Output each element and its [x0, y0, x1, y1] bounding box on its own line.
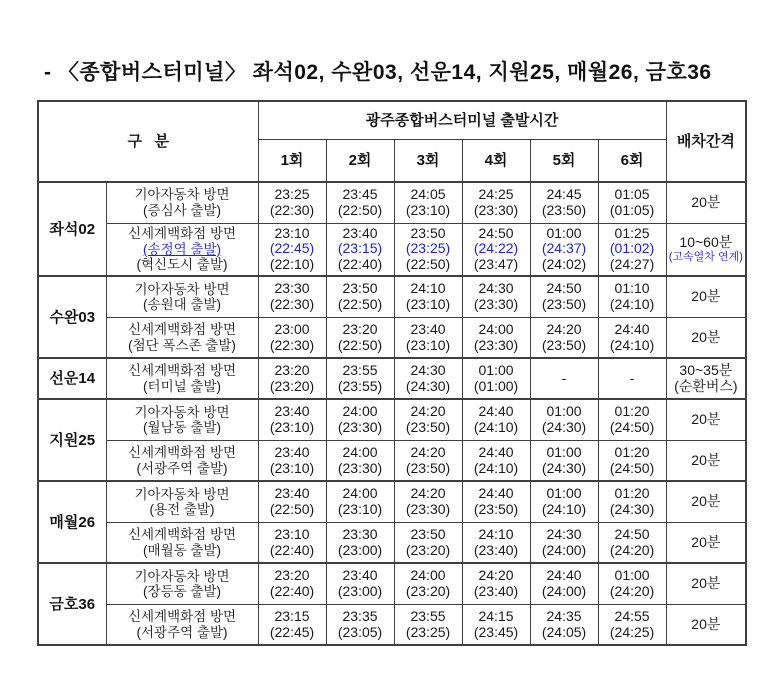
route-label: 좌석02	[38, 182, 106, 276]
cell-text-line: 24:40	[478, 403, 514, 420]
cell-text-line: (24:20)	[609, 541, 655, 558]
cell-text-line: (23:00)	[337, 541, 383, 558]
departure-time-cell	[394, 358, 462, 399]
departure-time-cell	[326, 563, 394, 604]
cell-text-line: (22:30)	[269, 336, 315, 353]
cell-text-line: 24:50	[478, 224, 514, 241]
cell-text-line: 01:10	[614, 280, 650, 297]
cell-text-line: 23:25	[274, 185, 310, 202]
departure-time-cell	[326, 399, 394, 440]
departure-time-cell	[598, 317, 666, 358]
departure-time-cell	[258, 182, 326, 223]
direction-cell	[106, 182, 258, 223]
cell-text-line: (23:50)	[541, 336, 587, 353]
departure-time-cell	[394, 604, 462, 645]
cell-text-line: 24:55	[614, 607, 650, 624]
departure-time-cell	[394, 182, 462, 223]
departure-time-cell	[598, 223, 666, 276]
table-row	[38, 604, 746, 645]
cell-text-line: (순환버스)	[674, 377, 738, 394]
cell-text-line: 23:30	[274, 280, 310, 297]
cell-text-line: (서광주역 출발)	[136, 460, 228, 476]
cell-text-line: (23:30)	[473, 336, 519, 353]
departure-time-cell	[462, 223, 530, 276]
cell-text-line: (01:00)	[473, 377, 519, 394]
cell-text-line: (매월동 출발)	[143, 542, 221, 558]
cell-text-line: 01:05	[614, 185, 650, 202]
cell-text-line: 23:45	[342, 185, 378, 202]
cell-text-line: 01:00	[614, 567, 650, 584]
cell-text-line: 24:45	[546, 185, 582, 202]
cell-text-line: 24:20	[410, 443, 446, 460]
cell-text-line: 01:00	[546, 403, 582, 420]
cell-text-line: 24:05	[410, 185, 446, 202]
departure-time-cell	[394, 481, 462, 522]
cell-text-line: 01:00	[546, 224, 582, 241]
direction-cell	[106, 276, 258, 317]
table-row	[38, 440, 746, 481]
departure-time-cell	[530, 604, 598, 645]
timetable-body	[38, 182, 746, 645]
departure-time-cell	[530, 563, 598, 604]
cell-text-line: (23:30)	[337, 419, 383, 436]
departure-time-cell	[258, 522, 326, 563]
cell-text-line: 23:50	[410, 525, 446, 542]
departure-time-cell	[258, 276, 326, 317]
departure-time-cell	[326, 223, 394, 276]
interval-cell	[666, 223, 746, 276]
cell-text-line: 24:00	[478, 320, 514, 337]
departure-time-cell	[462, 358, 530, 399]
direction-cell	[106, 440, 258, 481]
route-label: 지원25	[38, 399, 106, 481]
cell-text-line: (24:05)	[541, 623, 587, 640]
departure-time-cell	[462, 276, 530, 317]
cell-text-line: (22:50)	[337, 336, 383, 353]
cell-text-line: 01:25	[614, 224, 650, 241]
cell-text-line: (23:30)	[473, 296, 519, 313]
cell-text-line: 01:20	[614, 485, 650, 502]
cell-text-line: 20분	[691, 533, 721, 550]
cell-text-line: (23:50)	[405, 459, 451, 476]
cell-text-line: (증심사 출발)	[143, 202, 221, 218]
cell-text-line: 01:20	[614, 443, 650, 460]
cell-text-line: 20분	[691, 411, 721, 428]
header-trip-1: 1회	[258, 139, 326, 182]
departure-time-cell	[530, 481, 598, 522]
departure-time-cell	[394, 399, 462, 440]
cell-text-line: (23:10)	[405, 201, 451, 218]
cell-text-line: (24:10)	[541, 501, 587, 518]
cell-text-line: (22:50)	[405, 256, 451, 273]
cell-text-line: (23:10)	[337, 501, 383, 518]
cell-text-line: 24:00	[342, 443, 378, 460]
direction-cell	[106, 563, 258, 604]
cell-text-line: (22:40)	[337, 256, 383, 273]
cell-text-line: 23:40	[274, 485, 310, 502]
page-title: - 〈종합버스터미널〉 좌석02, 수완03, 선운14, 지원25, 매월26, 금호36	[44, 61, 712, 84]
departure-time-cell	[598, 182, 666, 223]
departure-time-cell	[394, 276, 462, 317]
departure-time-cell	[326, 276, 394, 317]
cell-text-line: 01:00	[478, 361, 514, 378]
cell-text-line: (23:30)	[473, 201, 519, 218]
departure-time-cell	[462, 440, 530, 481]
direction-cell	[106, 604, 258, 645]
route-label: 매월26	[38, 481, 106, 563]
cell-text-line: (23:30)	[405, 501, 451, 518]
bus-timetable	[37, 100, 747, 646]
cell-text-line: 23:55	[410, 607, 446, 624]
cell-text-line: 신세계백화점 방면	[127, 363, 237, 379]
cell-text-line: 24:00	[410, 567, 446, 584]
cell-text-line: (송원대 출발)	[143, 297, 221, 313]
cell-text-line: 24:30	[546, 525, 582, 542]
interval-cell	[666, 522, 746, 563]
departure-time-cell	[326, 440, 394, 481]
cell-text-line: 01:00	[546, 485, 582, 502]
cell-text-line: 23:20	[342, 320, 378, 337]
departure-time-cell	[326, 317, 394, 358]
departure-time-cell	[462, 182, 530, 223]
table-row	[38, 522, 746, 563]
departure-time-cell	[326, 182, 394, 223]
cell-text-line: (24:30)	[609, 501, 655, 518]
cell-text-line: (용전 출발)	[149, 502, 215, 518]
departure-time-cell	[258, 481, 326, 522]
cell-text-line: (24:27)	[609, 256, 655, 273]
header-trip-4: 4회	[462, 139, 530, 182]
direction-cell	[106, 317, 258, 358]
cell-text-line: 01:00	[546, 443, 582, 460]
cell-text-line: 24:15	[478, 607, 514, 624]
cell-text-line: (24:02)	[541, 256, 587, 273]
departure-time-cell	[530, 399, 598, 440]
departure-time-cell	[530, 317, 598, 358]
cell-text-line: (23:10)	[269, 459, 315, 476]
departure-time-cell	[598, 604, 666, 645]
interval-cell	[666, 563, 746, 604]
cell-text-line: 24:50	[614, 525, 650, 542]
table-row	[38, 317, 746, 358]
cell-text-line: (23:20)	[405, 541, 451, 558]
cell-text-line: 24:20	[478, 567, 514, 584]
cell-text-line: (22:40)	[269, 583, 315, 600]
interval-cell	[666, 182, 746, 223]
departure-time-cell	[326, 358, 394, 399]
cell-text-line: 24:20	[410, 485, 446, 502]
header-category: 구 분	[38, 101, 258, 182]
cell-text-line: 24:00	[342, 485, 378, 502]
departure-time-cell	[394, 440, 462, 481]
departure-time-cell	[598, 440, 666, 481]
departure-time-cell	[326, 481, 394, 522]
departure-time-cell	[326, 522, 394, 563]
cell-text-line: (24:10)	[609, 336, 655, 353]
cell-text-line: 23:10	[274, 525, 310, 542]
departure-time-cell	[258, 358, 326, 399]
route-label: 수완03	[38, 276, 106, 358]
cell-text-line: (고속열차 연계)	[668, 251, 743, 264]
direction-cell	[106, 358, 258, 399]
departure-time-cell	[598, 399, 666, 440]
cell-text-line: (24:30)	[541, 419, 587, 436]
cell-text-line: (22:50)	[269, 501, 315, 518]
departure-time-cell	[598, 358, 666, 399]
cell-text-line: 24:20	[546, 320, 582, 337]
departure-time-cell	[530, 358, 598, 399]
cell-text-line: (23:30)	[337, 459, 383, 476]
cell-text-line: 24:40	[546, 567, 582, 584]
cell-text-line: (24:00)	[541, 541, 587, 558]
departure-time-cell	[394, 317, 462, 358]
cell-text-line: (장등동 출발)	[143, 584, 221, 600]
departure-time-cell	[258, 604, 326, 645]
cell-text-line: 23:50	[410, 224, 446, 241]
cell-text-line: 기아자동차 방면	[134, 281, 230, 297]
departure-time-cell	[462, 317, 530, 358]
cell-text-line: (01:02)	[609, 240, 655, 257]
cell-text-line: 23:50	[342, 280, 378, 297]
cell-text-line: (22:30)	[269, 296, 315, 313]
cell-text-line: 신세계백화점 방면	[127, 445, 237, 461]
cell-text-line: 20분	[691, 328, 721, 345]
cell-text-line: (23:25)	[405, 623, 451, 640]
cell-text-line: 24:10	[478, 525, 514, 542]
cell-text-line: 20분	[691, 615, 721, 632]
departure-time-cell	[394, 563, 462, 604]
interval-cell	[666, 481, 746, 522]
departure-time-cell	[462, 481, 530, 522]
cell-text-line: 24:40	[614, 320, 650, 337]
cell-text-line: (23:20)	[405, 583, 451, 600]
cell-text-line: (22:10)	[269, 256, 315, 273]
cell-text-line: 24:50	[546, 280, 582, 297]
header-departure-title: 광주종합버스터미널 출발시간	[258, 101, 666, 139]
cell-text-line: (23:47)	[473, 256, 519, 273]
route-label: 선운14	[38, 358, 106, 399]
cell-text-line: 23:55	[342, 361, 378, 378]
cell-text-line: 기아자동차 방면	[134, 404, 230, 420]
cell-text-line: 24:20	[410, 403, 446, 420]
cell-text-line: -	[561, 369, 567, 386]
cell-text-line: 23:10	[274, 224, 310, 241]
interval-cell	[666, 399, 746, 440]
cell-text-line: 01:20	[614, 403, 650, 420]
cell-text-line: 23:40	[274, 443, 310, 460]
cell-text-line: 신세계백화점 방면	[127, 226, 237, 242]
cell-text-line: 23:20	[274, 567, 310, 584]
cell-text-line: 23:40	[342, 567, 378, 584]
header-trip-5: 5회	[530, 139, 598, 182]
cell-text-line: 24:40	[478, 485, 514, 502]
cell-text-line: 23:00	[274, 320, 310, 337]
departure-time-cell	[598, 276, 666, 317]
departure-time-cell	[258, 563, 326, 604]
cell-text-line: (24:20)	[609, 583, 655, 600]
header-trip-6: 6회	[598, 139, 666, 182]
cell-text-line: (22:50)	[337, 201, 383, 218]
cell-text-line: (22:40)	[269, 541, 315, 558]
cell-text-line: (22:45)	[269, 623, 315, 640]
cell-text-line: 24:25	[478, 185, 514, 202]
cell-text-line: (23:25)	[405, 240, 451, 257]
cell-text-line: (23:50)	[405, 419, 451, 436]
departure-time-cell	[530, 182, 598, 223]
interval-cell	[666, 358, 746, 399]
cell-text-line: 20분	[691, 193, 721, 210]
cell-text-line: (23:40)	[473, 541, 519, 558]
cell-text-line: (월남동 출발)	[143, 420, 221, 436]
departure-time-cell	[258, 399, 326, 440]
cell-text-line: -	[629, 369, 635, 386]
cell-text-line: (23:55)	[337, 377, 383, 394]
interval-cell	[666, 276, 746, 317]
cell-text-line: (23:05)	[337, 623, 383, 640]
cell-text-line: (22:50)	[337, 296, 383, 313]
cell-text-line: 20분	[691, 451, 721, 468]
cell-text-line: (23:40)	[473, 583, 519, 600]
route-label: 금호36	[38, 563, 106, 645]
cell-text-line: 23:35	[342, 607, 378, 624]
cell-text-line: (24:00)	[541, 583, 587, 600]
departure-time-cell	[462, 399, 530, 440]
cell-text-line: (24:10)	[609, 296, 655, 313]
table-row	[38, 399, 746, 440]
cell-text-line: (23:10)	[269, 419, 315, 436]
cell-text-line: (24:37)	[541, 240, 587, 257]
cell-text-line: (터미널 출발)	[143, 378, 221, 394]
cell-text-line: (23:50)	[541, 296, 587, 313]
departure-time-cell	[258, 317, 326, 358]
cell-text-line: (23:10)	[405, 296, 451, 313]
cell-text-line: 24:00	[342, 403, 378, 420]
direction-cell	[106, 481, 258, 522]
cell-text-line: 24:30	[478, 280, 514, 297]
departure-time-cell	[258, 440, 326, 481]
departure-time-cell	[394, 522, 462, 563]
cell-text-line: 23:40	[342, 224, 378, 241]
cell-text-line: (23:00)	[337, 583, 383, 600]
cell-text-line: 20분	[691, 493, 721, 510]
cell-text-line: (24:25)	[609, 623, 655, 640]
cell-text-line: 23:40	[274, 403, 310, 420]
cell-text-line: 24:30	[410, 361, 446, 378]
cell-text-line: (첨단 폭스존 출발)	[128, 337, 236, 353]
table-row	[38, 358, 746, 399]
cell-text-line: 23:15	[274, 607, 310, 624]
cell-text-line: 10~60분	[679, 234, 733, 251]
departure-time-cell	[598, 563, 666, 604]
cell-text-line: 24:10	[410, 280, 446, 297]
departure-time-cell	[462, 522, 530, 563]
cell-text-line: 기아자동차 방면	[134, 187, 230, 203]
table-row	[38, 563, 746, 604]
departure-time-cell	[598, 481, 666, 522]
departure-time-cell	[326, 604, 394, 645]
cell-text-line: (01:05)	[609, 201, 655, 218]
header-trip-3: 3회	[394, 139, 462, 182]
table-row	[38, 481, 746, 522]
table-row	[38, 276, 746, 317]
cell-text-line: (23:10)	[405, 336, 451, 353]
departure-time-cell	[462, 563, 530, 604]
header-trip-2: 2회	[326, 139, 394, 182]
cell-text-line: (24:30)	[541, 459, 587, 476]
direction-cell	[106, 522, 258, 563]
cell-text-line: (23:15)	[337, 240, 383, 257]
header-interval: 배차간격	[666, 101, 746, 182]
departure-time-cell	[258, 223, 326, 276]
cell-text-line: 신세계백화점 방면	[127, 609, 237, 625]
table-row	[38, 223, 746, 276]
table-row	[38, 182, 746, 223]
direction-cell	[106, 399, 258, 440]
cell-text-line: 30~35분	[679, 361, 733, 378]
cell-text-line: (24:22)	[473, 240, 519, 257]
cell-text-line: 신세계백화점 방면	[127, 527, 237, 543]
cell-text-line: 기아자동차 방면	[134, 568, 230, 584]
cell-text-line: 기아자동차 방면	[134, 486, 230, 502]
cell-text-line: (24:50)	[609, 459, 655, 476]
cell-text-line: 24:40	[478, 443, 514, 460]
cell-text-line: (24:10)	[473, 459, 519, 476]
cell-text-line: 23:40	[410, 320, 446, 337]
cell-text-line: (22:45)	[269, 240, 315, 257]
cell-text-line: 23:30	[342, 525, 378, 542]
cell-text-line: (24:10)	[473, 419, 519, 436]
header-row-top	[38, 101, 746, 139]
departure-time-cell	[530, 276, 598, 317]
departure-time-cell	[530, 522, 598, 563]
cell-text-line: 신세계백화점 방면	[127, 322, 237, 338]
cell-text-line: 20분	[691, 575, 721, 592]
cell-text-line: (23:50)	[541, 201, 587, 218]
cell-text-line: (23:20)	[269, 377, 315, 394]
direction-cell	[106, 223, 258, 276]
cell-text-line: 23:20	[274, 361, 310, 378]
departure-time-cell	[530, 440, 598, 481]
interval-cell	[666, 604, 746, 645]
cell-text-line: (22:30)	[269, 201, 315, 218]
cell-text-line: 20분	[691, 288, 721, 305]
cell-text-line: (23:45)	[473, 623, 519, 640]
cell-text-line: (서광주역 출발)	[136, 624, 228, 640]
interval-cell	[666, 317, 746, 358]
cell-text-line: (24:30)	[405, 377, 451, 394]
interval-cell	[666, 440, 746, 481]
departure-time-cell	[394, 223, 462, 276]
departure-time-cell	[598, 522, 666, 563]
departure-time-cell	[462, 604, 530, 645]
cell-text-line: (23:50)	[473, 501, 519, 518]
cell-text-line: (24:50)	[609, 419, 655, 436]
cell-text-line: 24:35	[546, 607, 582, 624]
cell-text-line: (송정역 출발)	[143, 241, 221, 257]
cell-text-line: (혁신도시 출발)	[136, 257, 228, 273]
departure-time-cell	[530, 223, 598, 276]
